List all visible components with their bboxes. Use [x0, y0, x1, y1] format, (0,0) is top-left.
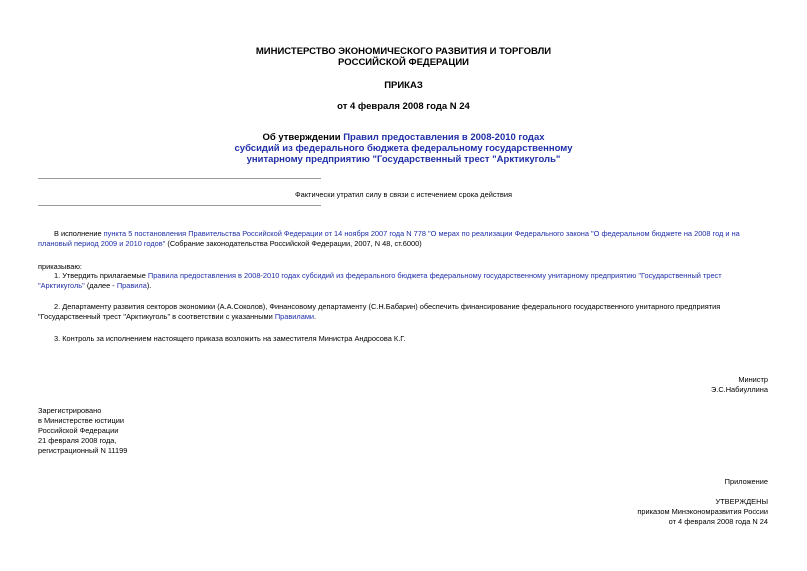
item-2-link-rules[interactable]: Правилами	[274, 312, 315, 321]
preamble-text-1: В исполнение	[54, 229, 104, 238]
title-link-line3[interactable]: унитарному предприятию "Государственный трест "Арктикуголь"	[246, 154, 561, 165]
item-1-text-2: (далее -	[84, 281, 117, 290]
status-notice: Фактически утратил силу в связи с истечением срока действия	[295, 190, 512, 199]
document-type: ПРИКАЗ	[384, 80, 423, 91]
registration-line2: в Министерстве юстиции	[38, 416, 125, 425]
appendix-label: Приложение	[724, 477, 768, 486]
item-1-text-1: 1. Утвердить прилагаемые	[54, 271, 148, 280]
signature-position: Министр	[738, 375, 768, 384]
document-date: от 4 февраля 2008 года N 24	[337, 101, 470, 112]
divider-top	[38, 178, 321, 179]
item-3-paragraph: 3. Контроль за исполнением настоящего приказа возложить на заместителя Министра Андросова К.Г.	[54, 334, 406, 343]
appendix-approved: УТВЕРЖДЕНЫ	[715, 497, 768, 506]
item-1-link-short[interactable]: Правила	[116, 281, 147, 290]
signature-name: Э.С.Набиуллина	[710, 385, 768, 394]
item-1-link-rules[interactable]: Правила предоставления в 2008-2010 годах субсидий из федерального бюджета федеральному государственному унитарному предприятию "Государственный трест "Арктикуголь"	[38, 271, 722, 290]
item-2-text-1: 2. Департаменту развития секторов экономики (А.А.Соколов), Финансовому департаменту (С.Н.Бабарин) обеспечить финансирование федерального государственного унитарного предприятия "Государственный трест "Арктикуголь" в соответствии с указанными	[38, 302, 721, 321]
ministry-name-line1: МИНИСТЕРСТВО ЭКОНОМИЧЕСКОГО РАЗВИТИЯ И ТОРГОВЛИ	[255, 46, 552, 57]
registration-line5: регистрационный N 11199	[38, 446, 128, 455]
preamble-link-point5[interactable]: пункта 5 постановления	[103, 229, 187, 238]
document-title	[0, 132, 807, 165]
order-word: приказываю:	[38, 262, 82, 271]
title-prefix: Об утверждении	[262, 132, 344, 143]
preamble-link-resolution[interactable]: Правительства Российской Федерации от 14 ноября 2007 года N 778 "О мерах по реализации Федерального закона "О федеральном бюджете на 2008 год и на плановый период 2009 и 2010 годов"	[38, 229, 740, 248]
appendix-by-order: приказом Минэкономразвития России	[637, 507, 768, 516]
registration-line4: 21 февраля 2008 года,	[38, 436, 117, 445]
registration-line3: Российской Федерации	[38, 426, 119, 435]
ministry-name-line2: РОССИЙСКОЙ ФЕДЕРАЦИИ	[337, 57, 469, 68]
title-link-line2[interactable]: субсидий из федерального бюджета федеральному государственному	[234, 143, 573, 154]
preamble-paragraph	[38, 229, 770, 249]
appendix-date: от 4 февраля 2008 года N 24	[668, 517, 768, 526]
item-1-text-3: ).	[146, 281, 152, 290]
item-2-paragraph	[38, 302, 770, 322]
registration-block	[38, 406, 127, 456]
item-2-text-2: .	[314, 312, 317, 321]
registration-line1: Зарегистрировано	[38, 406, 102, 415]
preamble-text-3: (Собрание законодательства Российской Федерации, 2007, N 48, ст.6000)	[165, 239, 422, 248]
item-1-paragraph	[38, 271, 770, 291]
divider-bottom	[38, 205, 321, 206]
title-link-line1[interactable]: Правил предоставления в 2008-2010 годах	[343, 132, 545, 143]
